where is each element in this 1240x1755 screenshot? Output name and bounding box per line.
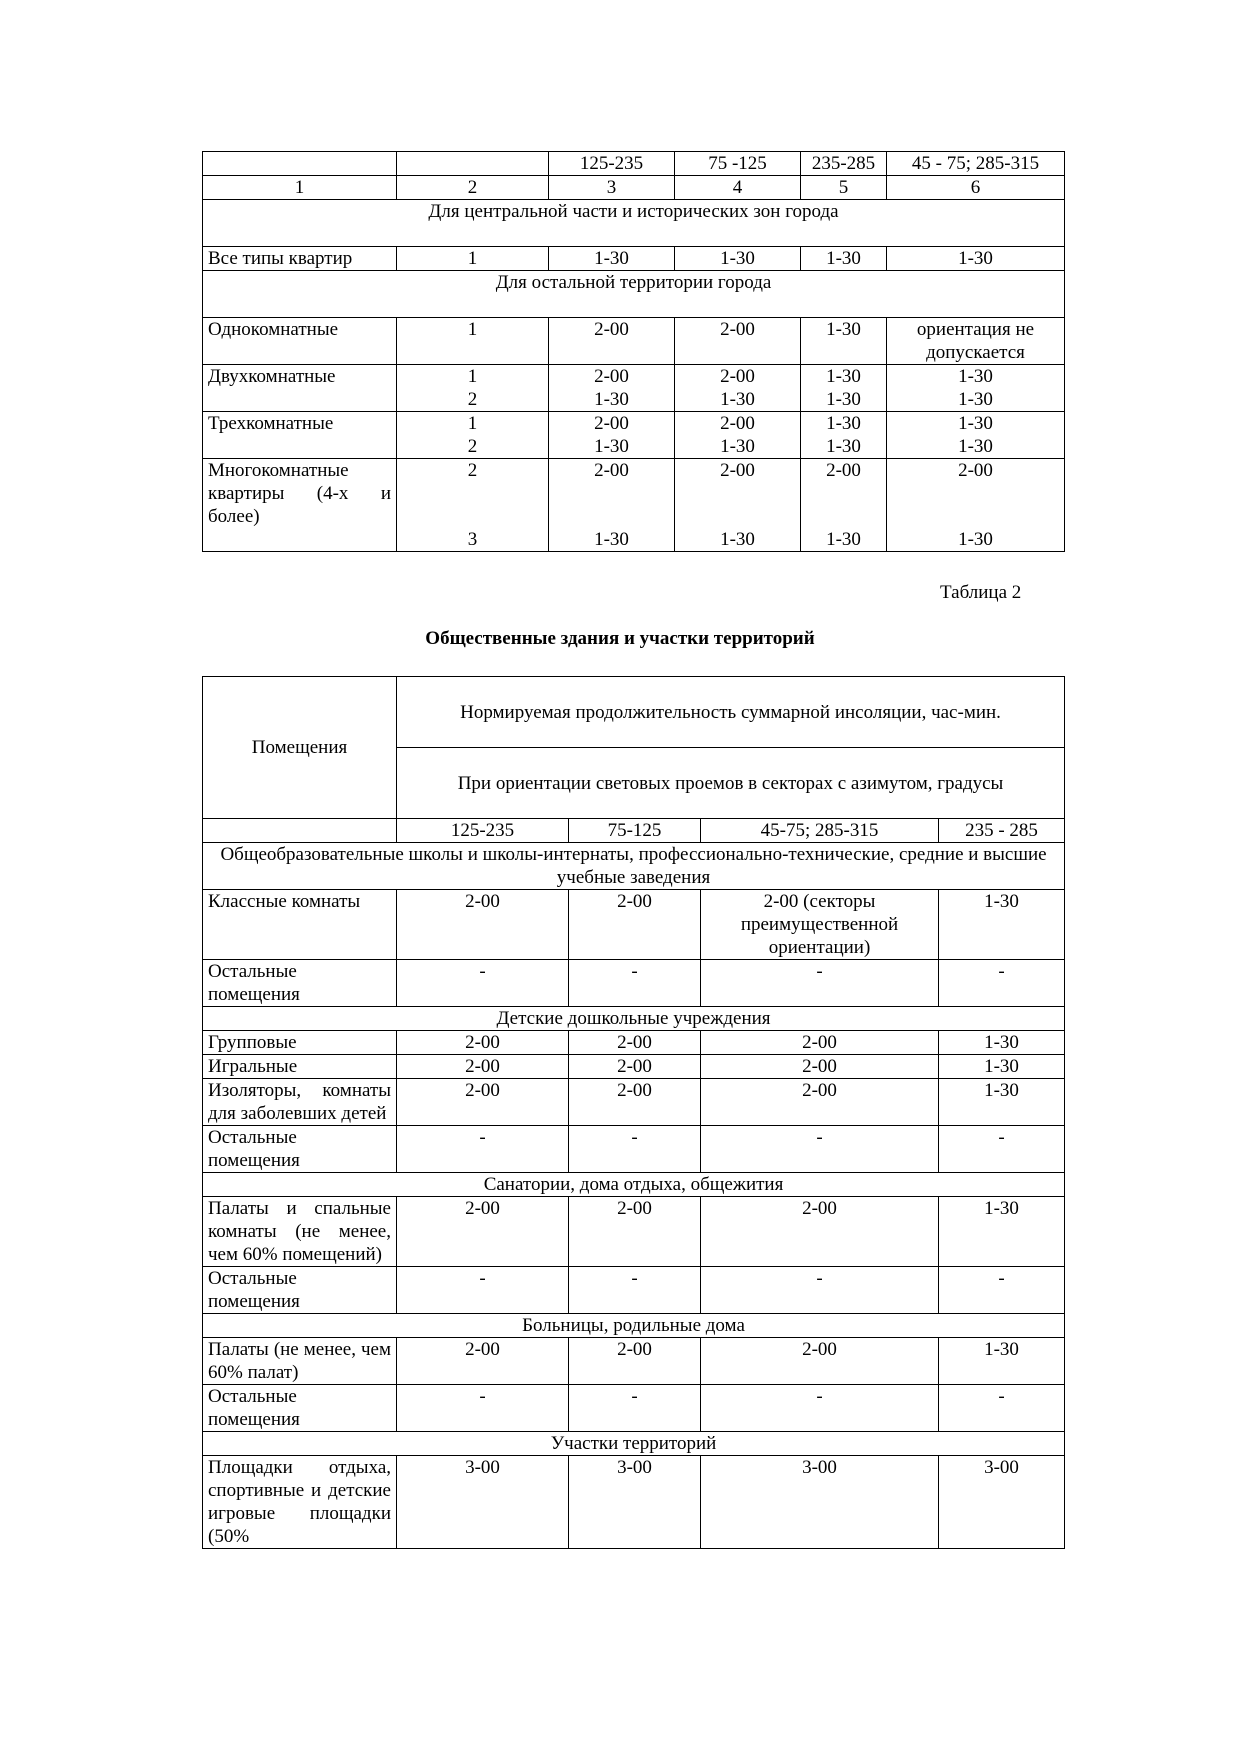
- apartments-insolation-table: [202, 151, 1065, 552]
- public-buildings-insolation-table: [202, 676, 1065, 1549]
- section-row: [203, 843, 1065, 890]
- table-row: Остальные помещения - - - -: [203, 960, 1065, 1007]
- section-row: [203, 271, 1065, 318]
- section-row: [203, 1314, 1065, 1338]
- section-title: Детские дошкольные учреждения: [203, 1007, 1065, 1031]
- section-title: Санатории, дома отдыха, общежития: [203, 1173, 1065, 1197]
- section-row: [203, 1432, 1065, 1456]
- table-row: Все типы квартир 1 1-30 1-30 1-30 1-30: [203, 247, 1065, 271]
- sector-row: 125-235 75-125 45-75; 285-315 235 - 285: [203, 819, 1065, 843]
- table-row: Групповые 2-00 2-00 2-00 1-30: [203, 1031, 1065, 1055]
- table-row: Однокомнатные 1 2-00 2-00 1-30 ориентация не допускается: [203, 318, 1065, 365]
- table-row: Палаты (не менее, чем 60% палат) 2-00 2-00 2-00 1-30: [203, 1338, 1065, 1385]
- section-title: Для центральной части и исторических зон города: [203, 200, 1065, 247]
- table-row: 1 2 3 4 5 6: [203, 176, 1065, 200]
- table-row: Двухкомнатные 1 2 2-00 1-30 2-00 1-30 1-30 1-30 1-30 1-30: [203, 365, 1065, 412]
- table-row: Игральные 2-00 2-00 2-00 1-30: [203, 1055, 1065, 1079]
- rooms-header: Помещения: [203, 677, 397, 819]
- table-row: Площадки отдыха, спортивные и детские игровые площадки (50% 3-00 3-00 3-00 3-00: [203, 1456, 1065, 1549]
- table-label: Таблица 2: [940, 582, 1022, 603]
- table-row: Трехкомнатные 1 2 2-00 1-30 2-00 1-30 1-30 1-30 1-30 1-30: [203, 412, 1065, 459]
- section-title: Для остальной территории города: [203, 271, 1065, 318]
- section-row: [203, 1173, 1065, 1197]
- table-row: Многокомнатные квартиры (4-х и более) 2 3 2-00 1-30 2-00 1-30 2-00 1-30 2-00 1-30: [203, 459, 1065, 552]
- orientation-header: При ориентации световых проемов в секторах с азимутом, градусы: [397, 748, 1065, 819]
- section-title: Общеобразовательные школы и школы-интернаты, профессионально-технические, средние и высшие учебные заведения: [203, 843, 1065, 890]
- section-title: Больницы, родильные дома: [203, 1314, 1065, 1338]
- table-row: Остальные помещения - - - -: [203, 1385, 1065, 1432]
- table-row: Изоляторы, комнаты для заболевших детей 2-00 2-00 2-00 1-30: [203, 1079, 1065, 1126]
- table-row: Палаты и спальные комнаты (не менее, чем 60% помещений) 2-00 2-00 2-00 1-30: [203, 1197, 1065, 1267]
- table-row: Классные комнаты 2-00 2-00 2-00 (секторы преимущественной ориентации) 1-30: [203, 890, 1065, 960]
- section-row: [203, 1007, 1065, 1031]
- table-title: Общественные здания и участки территорий: [425, 628, 815, 649]
- norm-header: Нормируемая продолжительность суммарной инсоляции, час-мин.: [397, 677, 1065, 748]
- section-row: [203, 200, 1065, 247]
- table-row: Остальные помещения - - - -: [203, 1267, 1065, 1314]
- header-row: [203, 677, 1065, 748]
- table-row: Остальные помещения - - - -: [203, 1126, 1065, 1173]
- table-row: 125-235 75 -125 235-285 45 - 75; 285-315: [203, 152, 1065, 176]
- section-title: Участки территорий: [203, 1432, 1065, 1456]
